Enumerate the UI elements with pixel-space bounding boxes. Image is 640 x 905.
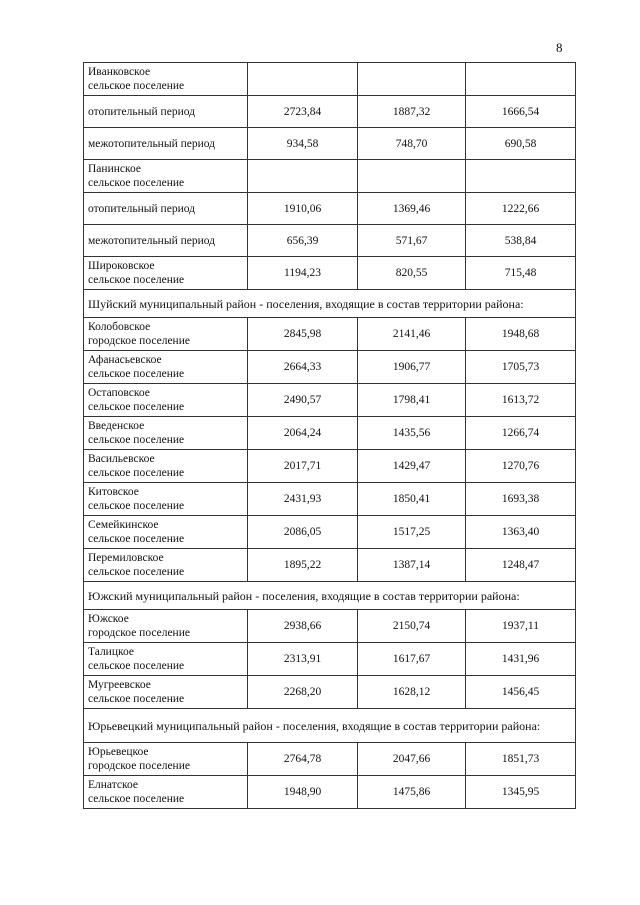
period-label: межотопительный период xyxy=(84,128,248,160)
value-cell-1: 2845,98 xyxy=(248,318,358,351)
value-cell-3: 1266,74 xyxy=(466,417,576,450)
value-cell-1: 2490,57 xyxy=(248,384,358,417)
settlement-type: сельское поселение xyxy=(88,500,185,512)
value-cell-3: 538,84 xyxy=(466,225,576,257)
value-cell-2: 1887,32 xyxy=(358,96,466,128)
district-row xyxy=(84,582,576,610)
settlement-type: сельское поселение xyxy=(88,401,185,413)
value-cell-2 xyxy=(358,160,466,193)
settlement-type: городское поселение xyxy=(88,760,190,772)
value-cell-3: 1248,47 xyxy=(466,549,576,582)
settlement-name: Афанасьевское xyxy=(88,354,162,366)
table-row xyxy=(84,128,576,160)
value-cell-1: 2017,71 xyxy=(248,450,358,483)
value-cell-3: 1363,40 xyxy=(466,516,576,549)
settlement-name: Южское xyxy=(88,613,129,625)
table-row xyxy=(84,225,576,257)
settlement-name-cell xyxy=(84,417,248,450)
value-cell-1: 2086,05 xyxy=(248,516,358,549)
table-row xyxy=(84,318,576,351)
value-cell-1: 1910,06 xyxy=(248,193,358,225)
value-cell-2: 1369,46 xyxy=(358,193,466,225)
settlement-name-cell xyxy=(84,318,248,351)
value-cell-1: 2938,66 xyxy=(248,610,358,643)
settlement-type: сельское поселение xyxy=(88,368,185,380)
value-cell-2 xyxy=(358,63,466,96)
tariff-table xyxy=(83,62,576,809)
value-cell-3: 1431,96 xyxy=(466,643,576,676)
table-row xyxy=(84,257,576,290)
settlement-type: сельское поселение xyxy=(88,177,185,189)
value-cell-3: 715,48 xyxy=(466,257,576,290)
value-cell-2: 1850,41 xyxy=(358,483,466,516)
settlement-type: сельское поселение xyxy=(88,533,185,545)
table-row xyxy=(84,63,576,96)
settlement-name-cell xyxy=(84,160,248,193)
table-row xyxy=(84,610,576,643)
settlement-name-cell xyxy=(84,384,248,417)
value-cell-3: 1937,11 xyxy=(466,610,576,643)
value-cell-1 xyxy=(248,160,358,193)
value-cell-3: 1693,38 xyxy=(466,483,576,516)
value-cell-3: 1456,45 xyxy=(466,676,576,709)
value-cell-1: 2268,20 xyxy=(248,676,358,709)
settlement-name-cell xyxy=(84,450,248,483)
table-row xyxy=(84,776,576,809)
settlement-name-cell xyxy=(84,483,248,516)
value-cell-2: 1617,67 xyxy=(358,643,466,676)
settlement-name: Введенское xyxy=(88,420,145,432)
table-row xyxy=(84,743,576,776)
settlement-name: Семейкинское xyxy=(88,519,159,531)
settlement-type: сельское поселение xyxy=(88,274,185,286)
value-cell-1: 2064,24 xyxy=(248,417,358,450)
settlement-type: сельское поселение xyxy=(88,566,185,578)
settlement-name: Мугреевское xyxy=(88,679,151,691)
value-cell-1 xyxy=(248,63,358,96)
settlement-name: Елнатское xyxy=(88,779,138,791)
district-row xyxy=(84,290,576,318)
settlement-type: сельское поселение xyxy=(88,793,185,805)
page-number: 8 xyxy=(556,40,563,55)
value-cell-1: 1194,23 xyxy=(248,257,358,290)
district-row xyxy=(84,709,576,743)
value-cell-2: 820,55 xyxy=(358,257,466,290)
value-cell-2: 748,70 xyxy=(358,128,466,160)
settlement-name-cell xyxy=(84,257,248,290)
settlement-type: сельское поселение xyxy=(88,693,185,705)
value-cell-3: 690,58 xyxy=(466,128,576,160)
settlement-name: Китовское xyxy=(88,486,139,498)
settlement-name: Иванковское xyxy=(88,66,151,78)
value-cell-2: 1798,41 xyxy=(358,384,466,417)
settlement-name-cell xyxy=(84,676,248,709)
value-cell-3: 1948,68 xyxy=(466,318,576,351)
settlement-name-cell xyxy=(84,643,248,676)
settlement-name: Васильевское xyxy=(88,453,155,465)
table-row xyxy=(84,483,576,516)
value-cell-3 xyxy=(466,160,576,193)
value-cell-2: 1906,77 xyxy=(358,351,466,384)
table-row xyxy=(84,417,576,450)
value-cell-3: 1705,73 xyxy=(466,351,576,384)
settlement-type: сельское поселение xyxy=(88,434,185,446)
settlement-name-cell xyxy=(84,516,248,549)
value-cell-2: 1387,14 xyxy=(358,549,466,582)
settlement-name: Колобовское xyxy=(88,321,151,333)
value-cell-1: 2764,78 xyxy=(248,743,358,776)
value-cell-3 xyxy=(466,63,576,96)
settlement-name-cell xyxy=(84,776,248,809)
table-row xyxy=(84,160,576,193)
value-cell-2: 2150,74 xyxy=(358,610,466,643)
value-cell-2: 1628,12 xyxy=(358,676,466,709)
value-cell-1: 2313,91 xyxy=(248,643,358,676)
settlement-name: Перемиловское xyxy=(88,552,164,564)
value-cell-2: 1517,25 xyxy=(358,516,466,549)
settlement-name: Остаповское xyxy=(88,387,150,399)
district-heading: Шуйский муниципальный район - поселения, входящие в состав территории района: xyxy=(84,290,576,318)
value-cell-3: 1613,72 xyxy=(466,384,576,417)
table-row xyxy=(84,549,576,582)
value-cell-1: 934,58 xyxy=(248,128,358,160)
table-row xyxy=(84,516,576,549)
period-label: межотопительный период xyxy=(84,225,248,257)
settlement-name-cell xyxy=(84,351,248,384)
settlement-type: городское поселение xyxy=(88,627,190,639)
value-cell-3: 1270,76 xyxy=(466,450,576,483)
settlement-type: сельское поселение xyxy=(88,80,185,92)
value-cell-1: 2431,93 xyxy=(248,483,358,516)
value-cell-2: 2047,66 xyxy=(358,743,466,776)
value-cell-1: 656,39 xyxy=(248,225,358,257)
value-cell-3: 1666,54 xyxy=(466,96,576,128)
value-cell-3: 1851,73 xyxy=(466,743,576,776)
settlement-type: сельское поселение xyxy=(88,467,185,479)
value-cell-2: 571,67 xyxy=(358,225,466,257)
value-cell-3: 1345,95 xyxy=(466,776,576,809)
settlement-name-cell xyxy=(84,549,248,582)
table-row xyxy=(84,643,576,676)
table-row xyxy=(84,193,576,225)
value-cell-1: 2723,84 xyxy=(248,96,358,128)
value-cell-1: 2664,33 xyxy=(248,351,358,384)
value-cell-2: 1475,86 xyxy=(358,776,466,809)
period-label: отопительный период xyxy=(84,96,248,128)
table-row xyxy=(84,384,576,417)
value-cell-2: 1435,56 xyxy=(358,417,466,450)
settlement-name-cell xyxy=(84,63,248,96)
value-cell-3: 1222,66 xyxy=(466,193,576,225)
settlement-name: Панинское xyxy=(88,163,141,175)
table-row xyxy=(84,450,576,483)
settlement-type: городское поселение xyxy=(88,335,190,347)
table-row xyxy=(84,96,576,128)
value-cell-1: 1895,22 xyxy=(248,549,358,582)
period-label: отопительный период xyxy=(84,193,248,225)
table-row xyxy=(84,351,576,384)
settlement-name: Талицкое xyxy=(88,646,134,658)
value-cell-1: 1948,90 xyxy=(248,776,358,809)
table-row xyxy=(84,676,576,709)
district-heading: Юрьевецкий муниципальный район - поселения, входящие в состав территории района: xyxy=(84,709,576,743)
district-heading: Южский муниципальный район - поселения, входящие в состав территории района: xyxy=(84,582,576,610)
settlement-name-cell xyxy=(84,743,248,776)
value-cell-2: 1429,47 xyxy=(358,450,466,483)
value-cell-2: 2141,46 xyxy=(358,318,466,351)
settlement-name: Широковское xyxy=(88,260,155,272)
settlement-type: сельское поселение xyxy=(88,660,185,672)
settlement-name-cell xyxy=(84,610,248,643)
settlement-name: Юрьевецкое xyxy=(88,746,149,758)
